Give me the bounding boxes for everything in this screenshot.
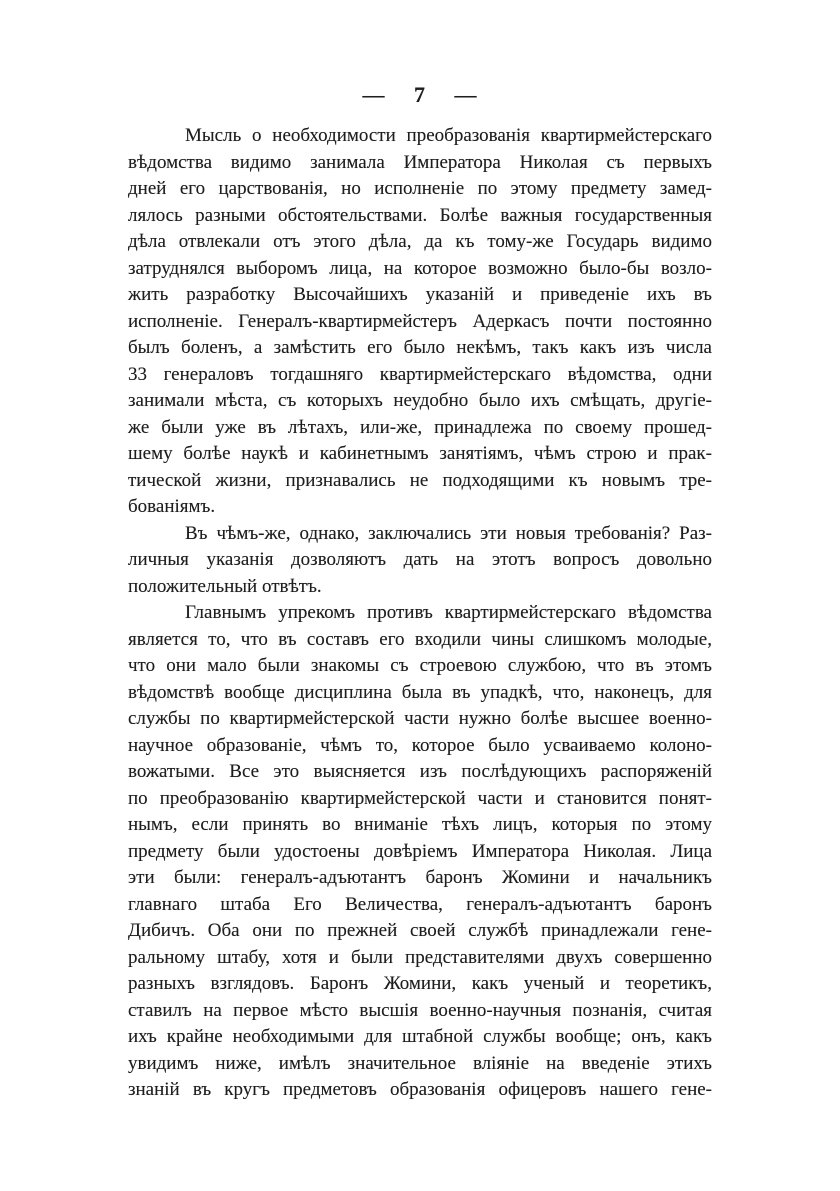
text-line: былъ боленъ, а замѣстить его было некѣмъ, такъ какъ изъ числа xyxy=(128,337,712,358)
text-line: 33 генераловъ тогдашняго квартирмейстерскаго вѣдомства, одни xyxy=(128,363,712,385)
text-line: ставилъ на первое мѣсто высшія военно-научныя познанія, считая xyxy=(128,999,712,1021)
text-line: жить разработку Высочайшихъ указаній и приведеніе ихъ въ xyxy=(128,284,712,305)
text-line: дней его царствованія, но исполненіе по этому предмету замед- xyxy=(128,178,712,199)
text-line: лялось разными обстоятельствами. Болѣе важныя государственныя xyxy=(128,204,712,226)
text-line: личныя указанія дозволяютъ дать на этотъ вопросъ довольно xyxy=(128,549,712,570)
text-line: Дибичъ. Оба они по прежней своей службѣ принадлежали гене- xyxy=(128,920,712,941)
text-line: занимали мѣста, съ которыхъ неудобно было ихъ смѣщать, другіе- xyxy=(128,390,712,411)
text-line: научное образованіе, чѣмъ то, которое было усваиваемо колоно- xyxy=(128,734,712,756)
text-line: Главнымъ упрекомъ противъ квартирмейстерскаго вѣдомства xyxy=(185,602,712,623)
text-line: предмету были удостоены довѣріемъ Императора Николая. Лица xyxy=(128,840,712,862)
text-line: бованіямъ. xyxy=(128,496,216,517)
text-line: ихъ крайне необходимыми для штабной службы вообще; онъ, какъ xyxy=(128,1026,712,1047)
text-line: службы по квартирмейстерской части нужно болѣе высшее военно- xyxy=(128,708,712,729)
text-line: вѣдомствѣ вообще дисциплина была въ упадкѣ, что, наконецъ, для xyxy=(128,681,712,703)
text-line: Мысль о необходимости преобразованія квартирмейстерскаго xyxy=(185,125,712,146)
text-line: ральному штабу, хотя и были представителями двухъ совершенно xyxy=(128,946,712,968)
text-line: вожатыми. Все это выясняется изъ послѣдующихъ распоряженій xyxy=(128,761,712,782)
text-line: исполненіе. Генералъ-квартирмейстеръ Адеркасъ почти постоянно xyxy=(128,310,712,332)
text-line: затруднялся выборомъ лица, на которое возможно было-бы возло- xyxy=(128,257,712,279)
text-line: главнаго штаба Его Величества, генералъ-адъютантъ баронъ xyxy=(128,893,712,915)
text-line: что они мало были знакомы съ строевою службою, что въ этомъ xyxy=(128,655,712,676)
text-line: тической жизни, признавались не подходящими къ новымъ тре- xyxy=(128,469,712,491)
text-block xyxy=(128,123,712,1104)
text-line: нымъ, если принять во вниманіе тѣхъ лицъ, которыя по этому xyxy=(128,814,712,835)
text-line: дѣла отвлекали отъ этого дѣла, да къ тому-же Государь видимо xyxy=(128,231,712,252)
text-line: по преобразованію квартирмейстерской части и становится понят- xyxy=(128,787,712,809)
text-line: является то, что въ составъ его входили чины слишкомъ молодые, xyxy=(128,628,712,650)
text-line: разныхъ взглядовъ. Баронъ Жомини, какъ ученый и теоретикъ, xyxy=(128,973,712,994)
text-line: увидимъ ниже, имѣлъ значительное вліяніе на введеніе этихъ xyxy=(128,1052,712,1074)
text-line: шему болѣе наукѣ и кабинетнымъ занятіямъ, чѣмъ строю и прак- xyxy=(128,443,712,464)
text-line: эти были: генералъ-адъютантъ баронъ Жомини и начальникъ xyxy=(128,867,712,888)
page-number: — 7 — xyxy=(362,82,478,107)
text-line: Въ чѣмъ-же, однако, заключались эти новыя требованія? Раз- xyxy=(185,522,712,544)
text-line: знаній въ кругъ предметовъ образованія офицеровъ нашего гене- xyxy=(128,1079,712,1100)
text-line: же были уже въ лѣтахъ, или-же, принадлежа по своему прошед- xyxy=(128,416,712,438)
text-line: вѣдомства видимо занимала Императора Николая съ первыхъ xyxy=(128,151,712,173)
text-line: положительный отвѣтъ. xyxy=(128,575,322,597)
